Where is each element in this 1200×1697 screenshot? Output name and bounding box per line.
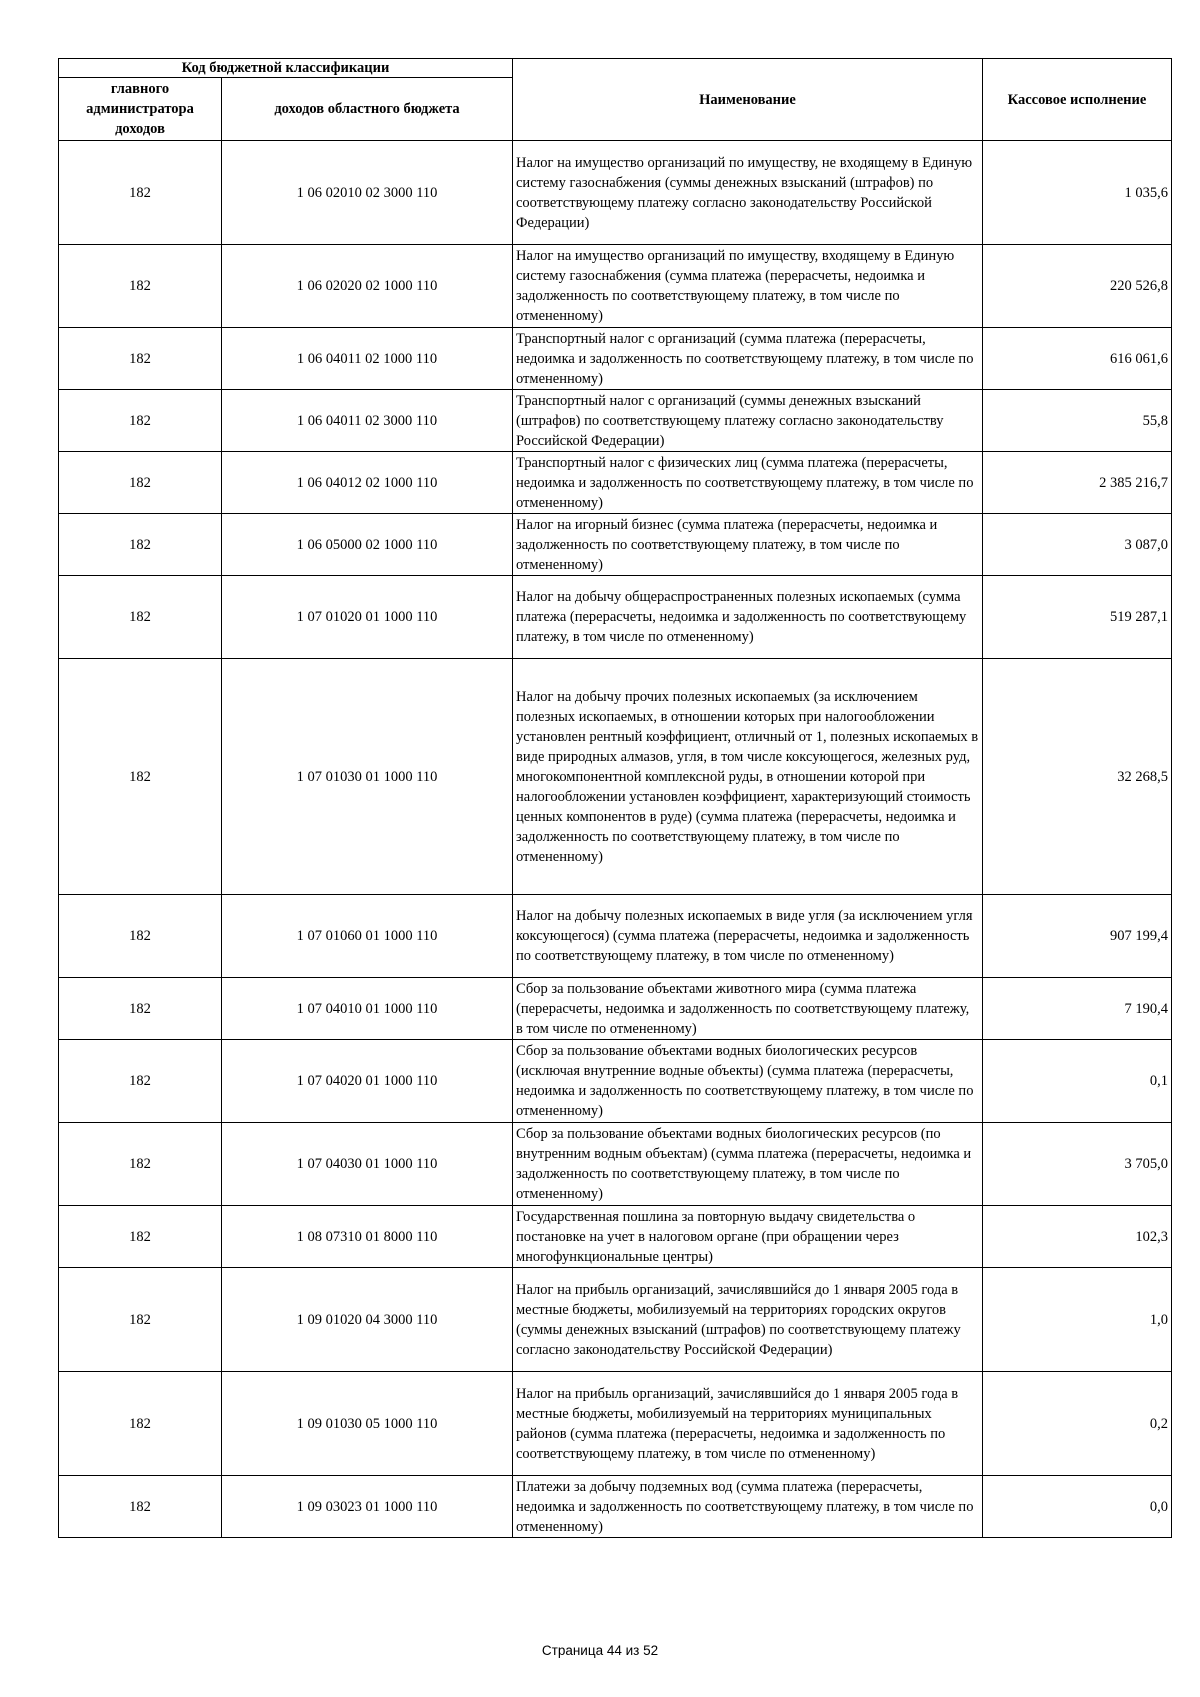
budget-table	[58, 58, 1172, 1538]
cell-amount: 1,0	[983, 1268, 1172, 1372]
table-row	[59, 390, 1172, 452]
cell-admin: 182	[59, 659, 222, 895]
table-row	[59, 1123, 1172, 1206]
cell-amount: 519 287,1	[983, 576, 1172, 659]
cell-name: Сбор за пользование объектами водных биологических ресурсов (исключая внутренние водные объекты) (сумма платежа (перерасчеты, недоимка и задолженность по соответствующему платежу, в том числе по отмененному)	[513, 1040, 983, 1123]
cell-amount: 7 190,4	[983, 978, 1172, 1040]
table-row	[59, 452, 1172, 514]
cell-name: Налог на имущество организаций по имуществу, входящему в Единую систему газоснабжения (сумма платежа (перерасчеты, недоимка и задолженность по соответствующему платежу, в том числе по отмененному)	[513, 245, 983, 328]
header-budget-code: Код бюджетной классификации	[59, 59, 513, 78]
table-row	[59, 576, 1172, 659]
cell-admin: 182	[59, 390, 222, 452]
table-row	[59, 895, 1172, 978]
cell-admin: 182	[59, 978, 222, 1040]
cell-name: Сбор за пользование объектами водных биологических ресурсов (по внутренним водным объектам) (сумма платежа (перерасчеты, недоимка и задолженность по соответствующему платежу, в том числе по отмененному)	[513, 1123, 983, 1206]
cell-admin: 182	[59, 1372, 222, 1476]
header-name: Наименование	[513, 59, 983, 141]
cell-code: 1 06 02010 02 3000 110	[222, 141, 513, 245]
cell-name: Налог на добычу прочих полезных ископаемых (за исключением полезных ископаемых, в отношении которых при налогообложении установлен рентный коэффициент, отличный от 1, полезных ископаемых в виде природных алмазов, угля, в том числе коксующегося, железных руд, многокомпонентной комплексной руды, в отношении которой при налогообложении установлен коэффициент, характеризующий стоимость ценных компонентов в руде) (сумма платежа (перерасчеты, недоимка и задолженность по соответствующему платежу, в том числе по отмененному)	[513, 659, 983, 895]
table-body	[59, 141, 1172, 1538]
cell-name: Налог на игорный бизнес (сумма платежа (перерасчеты, недоимка и задолженность по соответствующему платежу, в том числе по отмененному)	[513, 514, 983, 576]
cell-admin: 182	[59, 245, 222, 328]
table-row	[59, 1372, 1172, 1476]
cell-admin: 182	[59, 452, 222, 514]
cell-amount: 0,0	[983, 1476, 1172, 1538]
cell-name: Сбор за пользование объектами животного мира (сумма платежа (перерасчеты, недоимка и задолженность по соответствующему платежу, в том числе по отмененному)	[513, 978, 983, 1040]
cell-code: 1 07 01060 01 1000 110	[222, 895, 513, 978]
cell-amount: 2 385 216,7	[983, 452, 1172, 514]
cell-name: Государственная пошлина за повторную выдачу свидетельства о постановке на учет в налоговом органе (при обращении через многофункциональные центры)	[513, 1206, 983, 1268]
table-row	[59, 1206, 1172, 1268]
table-row	[59, 1476, 1172, 1538]
cell-admin: 182	[59, 514, 222, 576]
header-admin: главного администратора доходов	[59, 78, 222, 141]
cell-name: Транспортный налог с физических лиц (сумма платежа (перерасчеты, недоимка и задолженность по соответствующему платежу, в том числе по отмененному)	[513, 452, 983, 514]
cell-name: Транспортный налог с организаций (сумма платежа (перерасчеты, недоимка и задолженность по соответствующему платежу, в том числе по отмененному)	[513, 328, 983, 390]
table-row	[59, 141, 1172, 245]
cell-code: 1 06 04011 02 1000 110	[222, 328, 513, 390]
cell-amount: 3 705,0	[983, 1123, 1172, 1206]
cell-admin: 182	[59, 328, 222, 390]
cell-name: Платежи за добычу подземных вод (сумма платежа (перерасчеты, недоимка и задолженность по соответствующему платежу, в том числе по отмененному)	[513, 1476, 983, 1538]
cell-code: 1 07 04030 01 1000 110	[222, 1123, 513, 1206]
cell-admin: 182	[59, 576, 222, 659]
table-row	[59, 328, 1172, 390]
cell-name: Налог на прибыль организаций, зачислявшийся до 1 января 2005 года в местные бюджеты, мобилизуемый на территориях городских округов (суммы денежных взысканий (штрафов) по соответствующему платежу согласно законодательству Российской Федерации)	[513, 1268, 983, 1372]
cell-code: 1 06 02020 02 1000 110	[222, 245, 513, 328]
cell-code: 1 09 01020 04 3000 110	[222, 1268, 513, 1372]
table-row	[59, 1040, 1172, 1123]
cell-amount: 1 035,6	[983, 141, 1172, 245]
cell-amount: 0,2	[983, 1372, 1172, 1476]
table-row	[59, 514, 1172, 576]
cell-name: Налог на имущество организаций по имуществу, не входящему в Единую систему газоснабжения (суммы денежных взысканий (штрафов) по соответствующему платежу согласно законодательству Российской Федерации)	[513, 141, 983, 245]
cell-amount: 55,8	[983, 390, 1172, 452]
cell-code: 1 09 03023 01 1000 110	[222, 1476, 513, 1538]
cell-amount: 220 526,8	[983, 245, 1172, 328]
cell-code: 1 08 07310 01 8000 110	[222, 1206, 513, 1268]
cell-amount: 907 199,4	[983, 895, 1172, 978]
cell-code: 1 07 01030 01 1000 110	[222, 659, 513, 895]
cell-admin: 182	[59, 1268, 222, 1372]
cell-code: 1 09 01030 05 1000 110	[222, 1372, 513, 1476]
table-row	[59, 1268, 1172, 1372]
cell-name: Налог на добычу полезных ископаемых в виде угля (за исключением угля коксующегося) (сумма платежа (перерасчеты, недоимка и задолженность по соответствующему платежу, в том числе по отмененному)	[513, 895, 983, 978]
page-number: Страница 44 из 52	[541, 1643, 659, 1658]
header-income: доходов областного бюджета	[222, 78, 513, 141]
cell-code: 1 07 04020 01 1000 110	[222, 1040, 513, 1123]
table-row	[59, 245, 1172, 328]
cell-admin: 182	[59, 1123, 222, 1206]
cell-amount: 0,1	[983, 1040, 1172, 1123]
table-row	[59, 978, 1172, 1040]
table-row	[59, 659, 1172, 895]
cell-amount: 32 268,5	[983, 659, 1172, 895]
cell-admin: 182	[59, 1040, 222, 1123]
cell-amount: 616 061,6	[983, 328, 1172, 390]
cell-code: 1 06 04012 02 1000 110	[222, 452, 513, 514]
cell-amount: 3 087,0	[983, 514, 1172, 576]
header-amount: Кассовое исполнение	[983, 59, 1172, 141]
cell-admin: 182	[59, 1206, 222, 1268]
cell-name: Транспортный налог с организаций (суммы денежных взысканий (штрафов) по соответствующему платежу согласно законодательству Российской Федерации)	[513, 390, 983, 452]
cell-code: 1 07 01020 01 1000 110	[222, 576, 513, 659]
cell-name: Налог на добычу общераспространенных полезных ископаемых (сумма платежа (перерасчеты, недоимка и задолженность по соответствующему платежу, в том числе по отмененному)	[513, 576, 983, 659]
cell-admin: 182	[59, 141, 222, 245]
cell-code: 1 06 05000 02 1000 110	[222, 514, 513, 576]
cell-name: Налог на прибыль организаций, зачислявшийся до 1 января 2005 года в местные бюджеты, мобилизуемый на территориях муниципальных районов (сумма платежа (перерасчеты, недоимка и задолженность по соответствующему платежу, в том числе по отмененному)	[513, 1372, 983, 1476]
cell-code: 1 07 04010 01 1000 110	[222, 978, 513, 1040]
cell-admin: 182	[59, 1476, 222, 1538]
header-row-top	[59, 59, 1172, 78]
cell-code: 1 06 04011 02 3000 110	[222, 390, 513, 452]
cell-admin: 182	[59, 895, 222, 978]
cell-amount: 102,3	[983, 1206, 1172, 1268]
